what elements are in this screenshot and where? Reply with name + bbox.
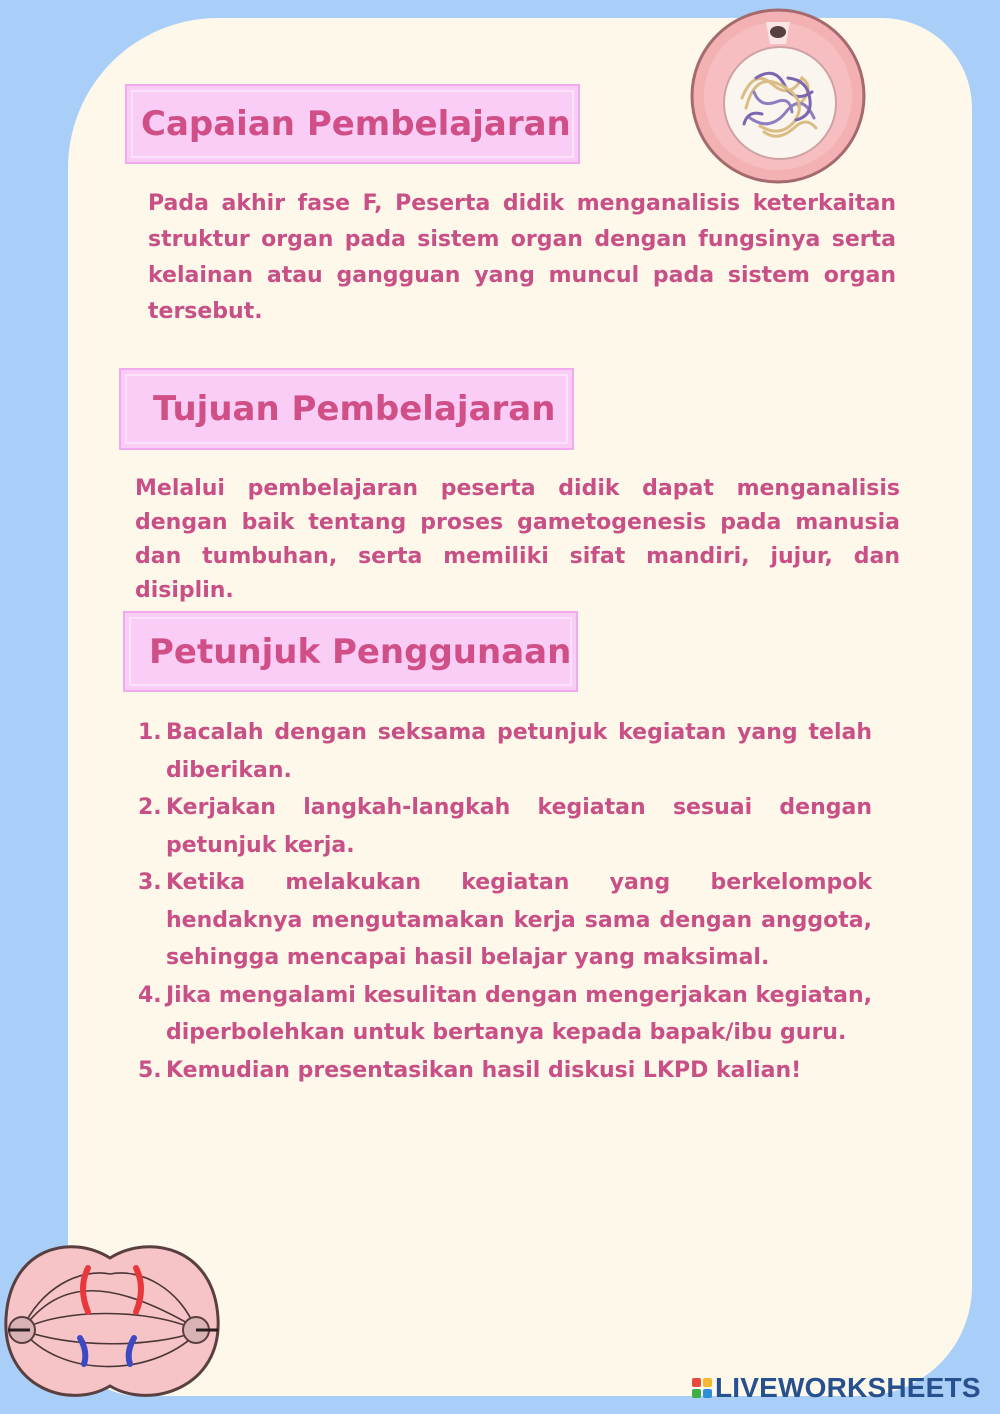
step-text: Ketika melakukan kegiatan yang berkelompok hendaknya mengutamakan kerja sama dengan anggota, sehingga mencapai hasil belajar yang maksimal.	[166, 870, 872, 970]
logo-text: LIVEWORKSHEETS	[715, 1372, 981, 1403]
step-item	[138, 864, 872, 977]
capaian-heading	[125, 84, 580, 164]
step-number: 4.	[138, 982, 162, 1008]
tujuan-title: Tujuan Pembelajaran	[153, 389, 556, 429]
tujuan-text: Melalui pembelajaran peserta didik dapat menganalisis dengan baik tentang proses gametogenesis pada manusia dan tumbuhan, serta memiliki sifat mandiri, jujur, dan disiplin.	[135, 476, 900, 603]
step-item	[138, 789, 872, 864]
capaian-title: Capaian Pembelajaran	[141, 104, 571, 144]
step-number: 2.	[138, 795, 162, 820]
step-item	[138, 1052, 872, 1090]
petunjuk-heading	[123, 611, 578, 692]
step-text: Jika mengalami kesulitan dengan mengerjakan kegiatan, diperbolehkan untuk bertanya kepada bapak/ibu guru.	[166, 982, 872, 1045]
step-item	[138, 714, 872, 789]
step-number: 1.	[138, 720, 162, 745]
petunjuk-steps	[138, 714, 872, 1089]
petunjuk-title: Petunjuk Penggunaan	[149, 631, 572, 672]
step-item	[138, 977, 872, 1052]
step-text: Kemudian presentasikan hasil diskusi LKPD kalian!	[166, 1057, 802, 1083]
liveworksheets-logo	[692, 1372, 981, 1404]
step-number: 3.	[138, 870, 162, 895]
step-number: 5.	[138, 1057, 162, 1083]
anaphase-cell-icon	[0, 1238, 230, 1408]
liveworksheets-logo-mark	[692, 1378, 712, 1398]
step-text: Kerjakan langkah-langkah kegiatan sesuai dengan petunjuk kerja.	[166, 795, 872, 858]
tujuan-heading	[119, 368, 574, 450]
capaian-text: Pada akhir fase F, Peserta didik menganalisis keterkaitan struktur organ pada sistem organ dengan fungsinya serta kelainan atau gangguan yang muncul pada sistem organ tersebut.	[148, 191, 896, 324]
prophase-cell-icon	[684, 8, 872, 186]
step-text: Bacalah dengan seksama petunjuk kegiatan yang telah diberikan.	[166, 720, 872, 783]
